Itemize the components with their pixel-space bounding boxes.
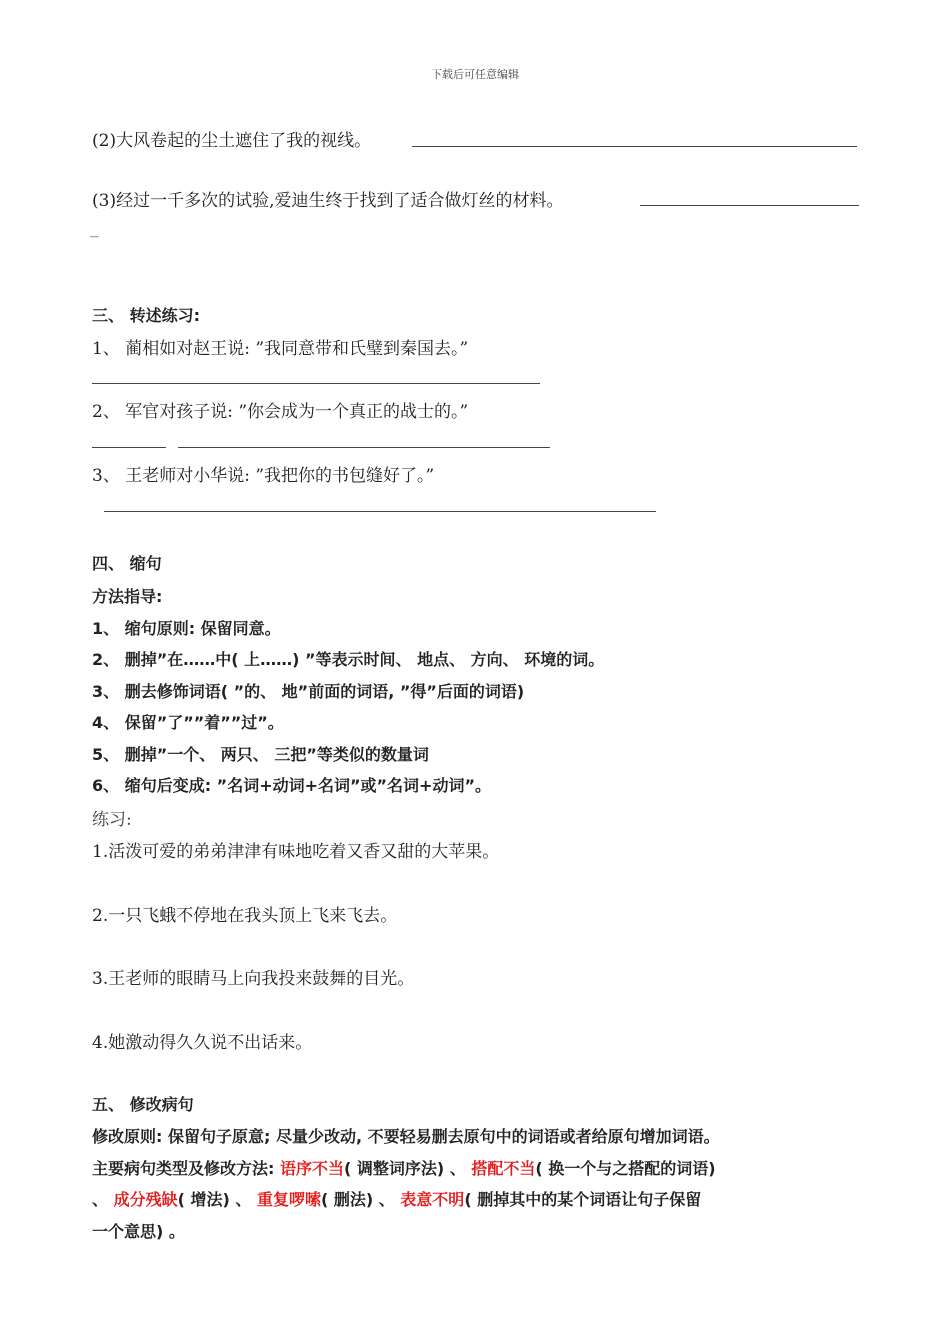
answer-line — [640, 205, 859, 206]
method-item-5: 5、 删掉”一个、 两只、 三把”等类似的数量词 — [92, 745, 429, 764]
error-types-intro: 主要病句类型及修改方法: — [92, 1159, 280, 1178]
practice-item-1: 1.活泼可爱的弟弟津津有味地吃着又香又甜的大苹果。 — [92, 842, 500, 862]
error-type-missing-component: 成分残缺 — [113, 1190, 178, 1209]
separator: 、 — [92, 1190, 114, 1209]
error-type-word-order-method: ( 调整词序法) 、 — [344, 1159, 472, 1178]
answer-line — [104, 511, 656, 512]
exercise-2-2: (2)大风卷起的尘土遮住了我的视线。 — [92, 131, 372, 151]
answer-line — [92, 383, 540, 384]
error-types-line-2 — [92, 1187, 701, 1210]
error-type-collocation: 搭配不当 — [471, 1159, 536, 1178]
method-item-6: 6、 缩句后变成: ”名词+动词+名词”或”名词+动词”。 — [92, 776, 491, 795]
method-item-4: 4、 保留”了””着””过”。 — [92, 713, 284, 732]
retell-item-2: 2、 军官对孩子说: ”你会成为一个真正的战士的。” — [92, 402, 469, 422]
error-types-line-3: 一个意思) 。 — [92, 1222, 185, 1241]
section-5-heading: 五、 修改病句 — [92, 1095, 194, 1114]
error-types-line-1 — [92, 1156, 716, 1179]
error-type-collocation-method: ( 换一个与之搭配的词语) — [535, 1159, 716, 1178]
retell-item-1: 1、 蔺相如对赵王说: ”我同意带和氏璧到秦国去。” — [92, 339, 469, 359]
answer-line — [178, 447, 550, 448]
exercise-2-3: (3)经过一千多次的试验,爱迪生终于找到了适合做灯丝的材料。 — [92, 191, 564, 211]
error-type-ambiguity-method: ( 删掉其中的某个词语让句子保留 — [464, 1190, 702, 1209]
error-type-word-order: 语序不当 — [279, 1159, 344, 1178]
answer-line — [92, 447, 166, 448]
method-title: 方法指导: — [92, 587, 163, 606]
practice-item-3: 3.王老师的眼睛马上向我投来鼓舞的目光。 — [92, 969, 415, 989]
page-header: 下载后可任意编辑 — [431, 68, 519, 81]
practice-title: 练习: — [92, 810, 132, 830]
error-type-redundancy-method: ( 删法) 、 — [320, 1190, 401, 1209]
practice-item-2: 2.一只飞蛾不停地在我头顶上飞来飞去。 — [92, 906, 398, 926]
error-type-missing-method: ( 增法) 、 — [177, 1190, 257, 1209]
revision-principle: 修改原则: 保留句子原意; 尽量少改动, 不要轻易删去原句中的词语或者给原句增加词语。 — [92, 1127, 720, 1146]
answer-line — [412, 146, 857, 147]
answer-line-tail: _ — [90, 218, 99, 238]
method-item-3: 3、 删去修饰词语( ”的、 地”前面的词语, ”得”后面的词语) — [92, 682, 525, 701]
error-type-redundancy: 重复啰嗦 — [256, 1190, 321, 1209]
section-3-heading: 三、 转述练习: — [92, 306, 200, 325]
retell-item-3: 3、 王老师对小华说: ”我把你的书包缝好了。” — [92, 466, 435, 486]
error-type-ambiguity: 表意不明 — [400, 1190, 465, 1209]
practice-item-4: 4.她激动得久久说不出话来。 — [92, 1033, 313, 1053]
method-item-1: 1、 缩句原则: 保留同意。 — [92, 619, 281, 638]
section-4-heading: 四、 缩句 — [92, 554, 162, 573]
method-item-2: 2、 删掉”在……中( 上……) ”等表示时间、 地点、 方向、 环境的词。 — [92, 650, 605, 669]
